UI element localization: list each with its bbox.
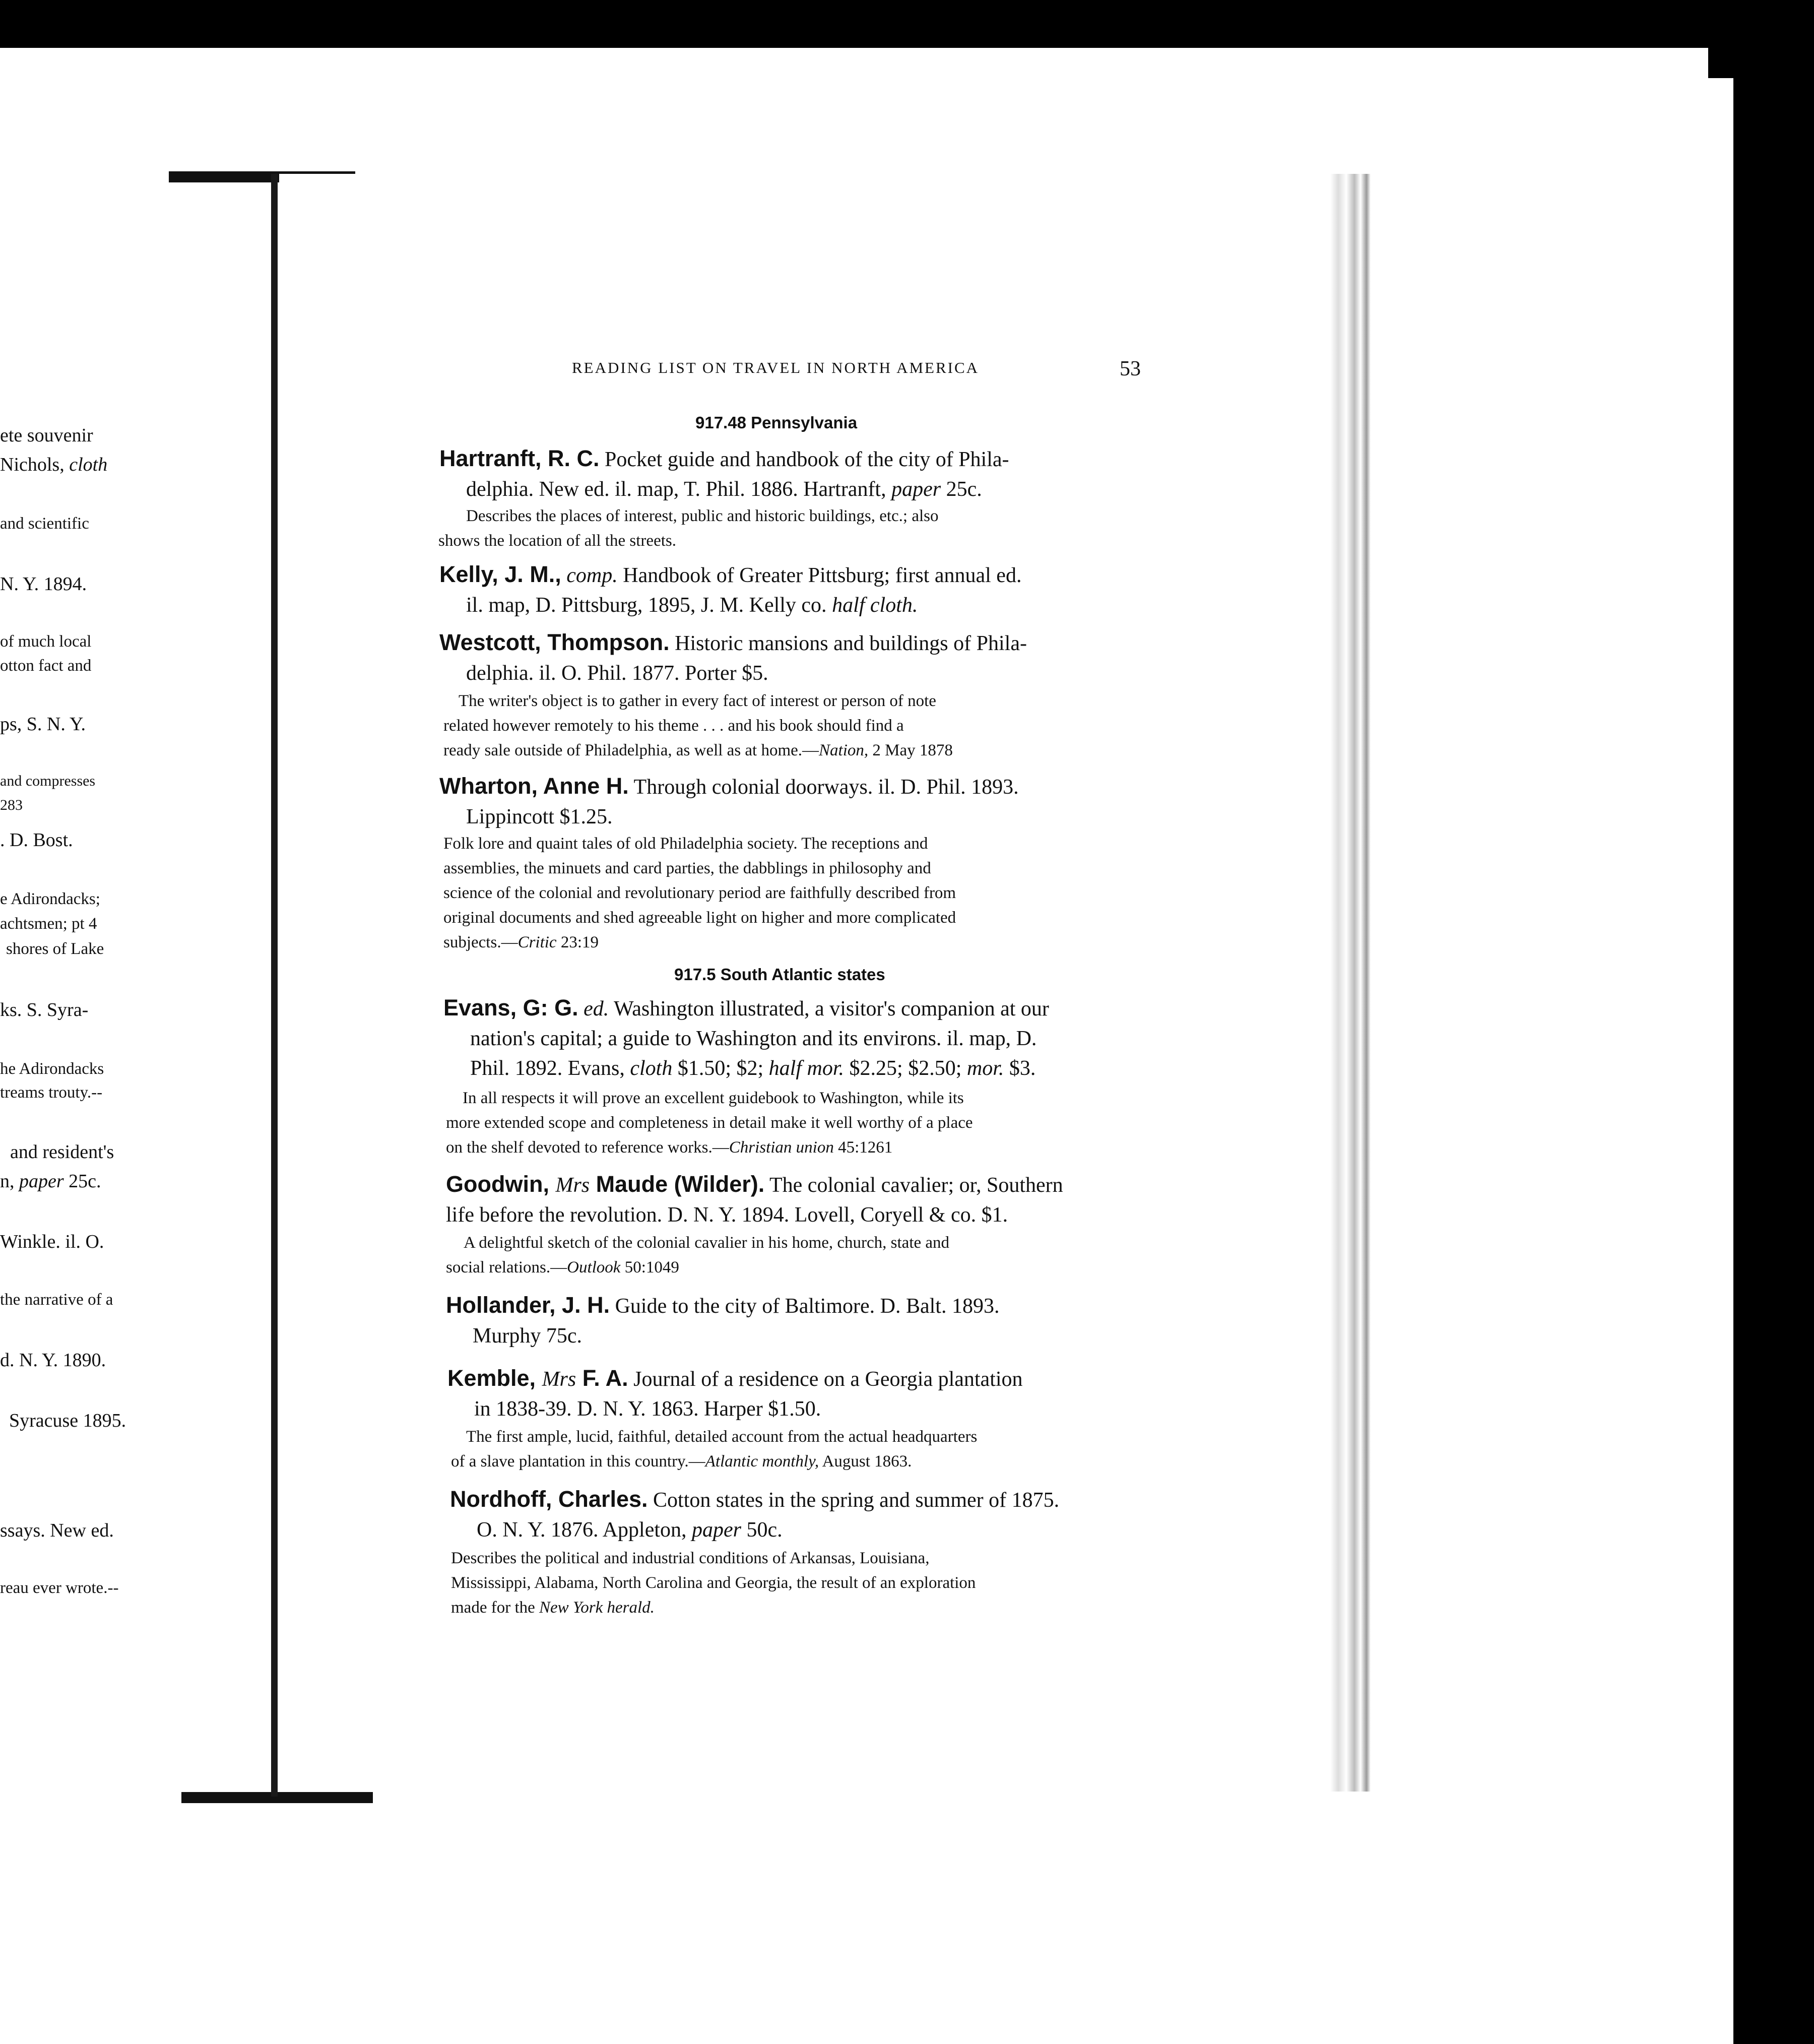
entry-hartranft: Hartranft, R. C. Pocket guide and handbook of the city of Phila- delphia. New ed. il. map, T. Phil. 1886. Hartranft, paper 25c. xyxy=(439,445,1009,501)
left-fragment: ks. S. Syra- xyxy=(0,999,89,1020)
entry-note: The writer's object is to gather in every fact of interest or person of note related however remotely to his theme . . . and his book should find a ready sale outside of Philadelphia, as well as at home.—Nation, 2 May 1878 xyxy=(443,692,953,759)
entry-wharton: Wharton, Anne H. Through colonial doorways. il. D. Phil. 1893. Lippincott $1.25. xyxy=(439,773,1019,828)
left-fragment: Syracuse 1895. xyxy=(9,1410,126,1431)
entry-note: Folk lore and quaint tales of old Philadelphia society. The receptions and assemblies, the minuets and card parties, the dabblings in philosophy and science of the colonial and revolutionary period are faithfully described from original documents and shed agreeable light on higher and more complicated subjects.—Critic 23:19 xyxy=(443,835,956,951)
left-fragment: and compresses xyxy=(0,773,96,789)
entry-kelly: Kelly, J. M., comp. Handbook of Greater Pittsburg; first annual ed. il. map, D. Pittsburg, 1895, J. M. Kelly co. half cloth. xyxy=(439,561,1022,617)
left-page xyxy=(0,179,265,1799)
entry-evans: Evans, G: G. ed. Washington illustrated, a visitor's companion at our nation's capital; a guide to Washington and its environs. il. map, D. Phil. 1892. Evans, cloth $1.50; $2; half mor. $2.25; $2.50; mor. $3. xyxy=(443,995,1049,1080)
left-fragment: N. Y. 1894. xyxy=(0,573,87,595)
left-fragment: of much local xyxy=(0,632,92,651)
left-fragment: otton fact and xyxy=(0,657,92,675)
left-fragment: shores of Lake xyxy=(6,940,104,958)
scan-border-corner xyxy=(1708,48,1743,78)
left-fragment: . D. Bost. xyxy=(0,829,73,851)
left-fragment: achtsmen; pt 4 xyxy=(0,915,97,933)
left-fragment: n, paper 25c. xyxy=(0,1171,101,1192)
entry-hollander: Hollander, J. H. Guide to the city of Baltimore. D. Balt. 1893. Murphy 75c. xyxy=(446,1292,1000,1348)
left-fragment: he Adirondacks xyxy=(0,1060,104,1078)
running-head: READING LIST ON TRAVEL IN NORTH AMERICA xyxy=(572,359,980,376)
section-heading: 917.48 Pennsylvania xyxy=(695,413,858,432)
left-fragment: 283 xyxy=(0,797,23,813)
left-fragment: ete souvenir xyxy=(0,425,93,446)
entry-note: A delightful sketch of the colonial cavalier in his home, church, state and social relations.—Outlook 50:1049 xyxy=(446,1234,950,1276)
scan-border-right xyxy=(1733,0,1814,2044)
left-fragment: Winkle. il. O. xyxy=(0,1231,104,1252)
left-fragment: the narrative of a xyxy=(0,1291,113,1309)
left-fragment: reau ever wrote.-- xyxy=(0,1579,119,1597)
entry-note: Describes the places of interest, public and historic buildings, etc.; also shows the location of all the streets. xyxy=(438,507,939,550)
left-fragment: and scientific xyxy=(0,515,89,533)
book-gutter xyxy=(271,174,278,1797)
page-number: 53 xyxy=(1120,357,1141,380)
left-fragment: ps, S. N. Y. xyxy=(0,714,86,735)
left-fragment: and resident's xyxy=(10,1141,114,1163)
entry-note: Describes the political and industrial conditions of Arkansas, Louisiana, Mississippi, Alabama, North Carolina and Georgia, the result of an exploration made for the New York herald. xyxy=(451,1549,976,1617)
left-fragment: ssays. New ed. xyxy=(0,1520,114,1541)
entry-kemble: Kemble, Mrs F. A. Journal of a residence on a Georgia plantation in 1838-39. D. N. Y. 1863. Harper $1.50. xyxy=(447,1365,1023,1421)
left-fragment: treams trouty.-- xyxy=(0,1083,103,1102)
entry-goodwin: Goodwin, Mrs Maude (Wilder). The colonial cavalier; or, Southern life before the revolution. D. N. Y. 1894. Lovell, Coryell & co. $1. xyxy=(446,1171,1063,1227)
page-edges xyxy=(1330,174,1371,1792)
entry-note: The first ample, lucid, faithful, detailed account from the actual headquarters of a slave plantation in this country.—Atlantic monthly, August 1863. xyxy=(451,1428,978,1471)
entry-title: Pocket guide and handbook of the city of Phila- xyxy=(605,448,1009,471)
entry-author: Hartranft, R. C. xyxy=(439,445,600,471)
left-fragment: d. N. Y. 1890. xyxy=(0,1350,106,1371)
entry-nordhoff: Nordhoff, Charles. Cotton states in the spring and summer of 1875. O. N. Y. 1876. Appleton, paper 50c. xyxy=(450,1486,1060,1542)
left-fragment: e Adirondacks; xyxy=(0,890,100,908)
left-fragment: Nichols, cloth xyxy=(0,454,108,475)
entry-note: In all respects it will prove an excellent guidebook to Washington, while its more extended scope and completeness in detail make it well worthy of a place on the shelf devoted to reference works.—Christian union 45:1261 xyxy=(446,1089,973,1157)
entry-westcott: Westcott, Thompson. Historic mansions and buildings of Phila- delphia. il. O. Phil. 1877. Porter $5. xyxy=(439,629,1027,685)
section-heading: 917.5 South Atlantic states xyxy=(674,965,885,984)
